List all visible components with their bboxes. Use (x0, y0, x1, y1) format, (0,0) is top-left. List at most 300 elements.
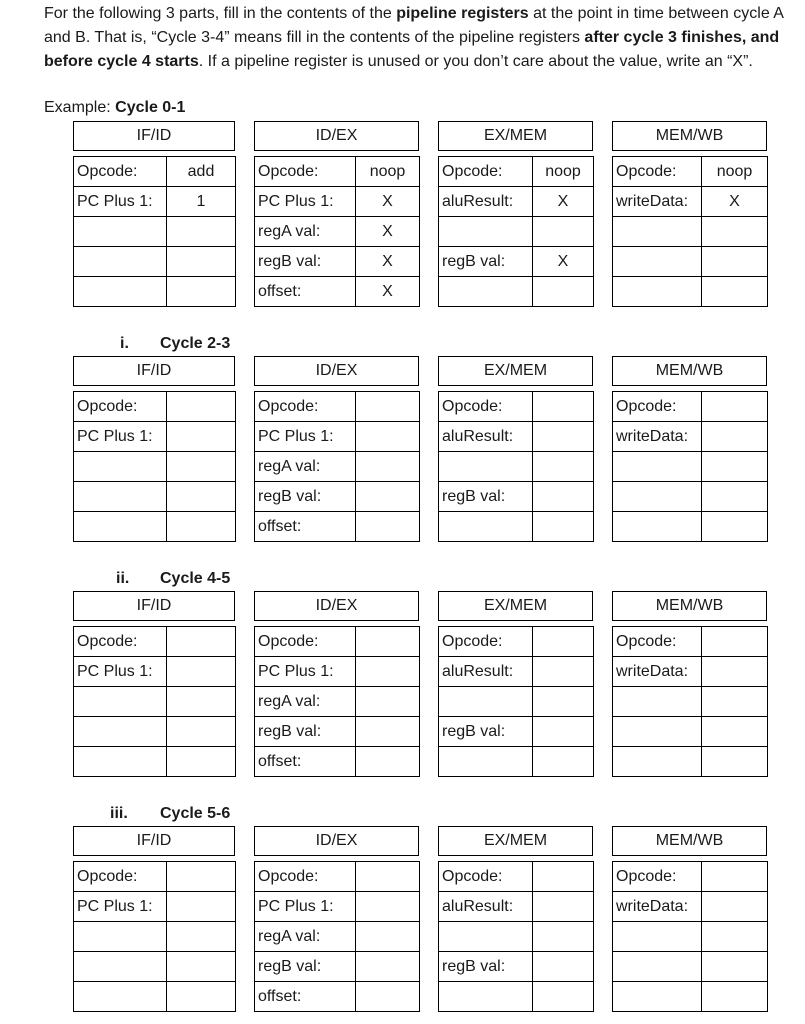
field-value[interactable] (356, 392, 420, 422)
field-label: Opcode: (439, 627, 533, 657)
field-row (613, 687, 768, 717)
field-row (74, 187, 236, 217)
field-value: X (356, 217, 420, 247)
field-label: aluResult: (439, 657, 533, 687)
field-label (613, 247, 702, 277)
field-label (613, 952, 702, 982)
field-value[interactable] (702, 627, 768, 657)
field-row (439, 952, 594, 982)
idex-title: ID/EX (254, 356, 419, 386)
field-row (74, 922, 236, 952)
field-row (74, 952, 236, 982)
idex-title: ID/EX (254, 121, 419, 151)
field-row (255, 717, 420, 747)
exmem-title: EX/MEM (438, 121, 593, 151)
field-row (613, 277, 768, 307)
ifid-title: IF/ID (73, 591, 235, 621)
part-iii-idex-register (254, 826, 419, 1005)
field-value[interactable] (533, 627, 594, 657)
field-label: Opcode: (613, 392, 702, 422)
field-row (74, 482, 236, 512)
field-value[interactable] (702, 892, 768, 922)
field-value: 1 (167, 187, 236, 217)
field-label: Opcode: (255, 862, 356, 892)
field-row (74, 982, 236, 1012)
idex-fields-table (254, 626, 420, 777)
field-label: regB val: (439, 717, 533, 747)
field-row (439, 627, 594, 657)
field-value[interactable] (702, 747, 768, 777)
field-value[interactable] (533, 452, 594, 482)
field-label (613, 482, 702, 512)
exmem-title: EX/MEM (438, 356, 593, 386)
field-label: PC Plus 1: (255, 657, 356, 687)
field-value: noop (533, 157, 594, 187)
field-row (439, 982, 594, 1012)
field-label (74, 217, 167, 247)
field-label: regB val: (255, 482, 356, 512)
field-label: Opcode: (439, 392, 533, 422)
exmem-fields-table (438, 626, 594, 777)
field-value[interactable] (533, 952, 594, 982)
field-row (74, 657, 236, 687)
field-value (167, 247, 236, 277)
field-value[interactable] (356, 922, 420, 952)
field-row (74, 892, 236, 922)
idex-fields-table (254, 391, 420, 542)
field-label (613, 217, 702, 247)
field-row (439, 747, 594, 777)
field-label: regA val: (255, 687, 356, 717)
memwb-fields-table (612, 156, 768, 307)
field-label: PC Plus 1: (74, 892, 167, 922)
ifid-fields-table (73, 391, 236, 542)
field-row (74, 512, 236, 542)
field-row (74, 717, 236, 747)
field-row (439, 687, 594, 717)
field-value[interactable] (702, 687, 768, 717)
field-value[interactable] (356, 952, 420, 982)
field-row (439, 862, 594, 892)
field-value[interactable] (702, 392, 768, 422)
part-cycle-label: Cycle 5-6 (160, 805, 231, 822)
field-label: writeData: (613, 892, 702, 922)
field-value (533, 277, 594, 307)
ifid-fields-table (73, 626, 236, 777)
field-label (613, 277, 702, 307)
field-label: PC Plus 1: (74, 187, 167, 217)
field-label: regB val: (439, 952, 533, 982)
ifid-fields-table (73, 861, 236, 1012)
field-label: Opcode: (255, 157, 356, 187)
field-label: offset: (255, 747, 356, 777)
field-label: Opcode: (255, 627, 356, 657)
field-label: regB val: (255, 952, 356, 982)
instructions-text: . If a pipeline register is unused or you don’t care about the value, write an “X”. (198, 53, 753, 70)
field-label: regA val: (255, 922, 356, 952)
field-value[interactable] (167, 512, 236, 542)
field-value[interactable] (533, 862, 594, 892)
ifid-title: IF/ID (73, 826, 235, 856)
field-row (255, 157, 420, 187)
exmem-fields-table (438, 391, 594, 542)
field-value: X (356, 247, 420, 277)
field-row (613, 187, 768, 217)
field-value[interactable] (167, 922, 236, 952)
field-value[interactable] (356, 512, 420, 542)
field-value[interactable] (702, 657, 768, 687)
field-row (255, 952, 420, 982)
field-row (255, 627, 420, 657)
field-row (613, 862, 768, 892)
field-value[interactable] (702, 862, 768, 892)
memwb-fields-table (612, 391, 768, 542)
field-value[interactable] (533, 982, 594, 1012)
field-label (613, 717, 702, 747)
field-label (613, 982, 702, 1012)
ifid-title: IF/ID (73, 356, 235, 386)
field-label (613, 747, 702, 777)
example-cycle-label: Cycle 0-1 (115, 99, 186, 116)
field-label (613, 512, 702, 542)
field-row (74, 247, 236, 277)
field-value[interactable] (356, 747, 420, 777)
field-row (255, 392, 420, 422)
field-label (439, 687, 533, 717)
field-value[interactable] (167, 747, 236, 777)
field-row (255, 512, 420, 542)
field-label: Opcode: (74, 627, 167, 657)
idex-fields-table (254, 861, 420, 1012)
field-row (74, 392, 236, 422)
field-row (255, 892, 420, 922)
field-label: Opcode: (74, 862, 167, 892)
field-value: add (167, 157, 236, 187)
field-row (74, 217, 236, 247)
field-row (74, 452, 236, 482)
field-value[interactable] (167, 422, 236, 452)
part-cycle-label: Cycle 4-5 (160, 570, 231, 587)
field-value (167, 217, 236, 247)
ifid-title: IF/ID (73, 121, 235, 151)
part-ii-memwb-register (612, 591, 767, 680)
field-row (439, 392, 594, 422)
field-label: PC Plus 1: (74, 422, 167, 452)
field-row (255, 657, 420, 687)
idex-fields-table (254, 156, 420, 307)
field-row (255, 217, 420, 247)
field-row (439, 892, 594, 922)
field-row (613, 747, 768, 777)
field-value[interactable] (167, 627, 236, 657)
field-label: writeData: (613, 187, 702, 217)
field-value[interactable] (356, 452, 420, 482)
field-value (702, 247, 768, 277)
field-value[interactable] (533, 687, 594, 717)
field-row (439, 512, 594, 542)
field-label (439, 452, 533, 482)
field-row (255, 187, 420, 217)
field-value[interactable] (356, 422, 420, 452)
field-value[interactable] (167, 657, 236, 687)
field-value[interactable] (533, 892, 594, 922)
field-label: regA val: (255, 217, 356, 247)
field-row (439, 922, 594, 952)
field-value[interactable] (167, 952, 236, 982)
field-row (613, 247, 768, 277)
field-value[interactable] (702, 717, 768, 747)
field-value (167, 277, 236, 307)
field-row (613, 922, 768, 952)
field-row (255, 422, 420, 452)
field-value[interactable] (356, 657, 420, 687)
part-number: ii. (116, 570, 130, 587)
field-value[interactable] (702, 422, 768, 452)
memwb-title: MEM/WB (612, 356, 767, 386)
field-label: regB val: (255, 247, 356, 277)
field-row (613, 482, 768, 512)
field-value (702, 277, 768, 307)
field-value[interactable] (356, 892, 420, 922)
instructions-emphasis: pipeline registers (396, 5, 529, 22)
field-value[interactable] (356, 482, 420, 512)
field-value[interactable] (533, 717, 594, 747)
field-value: X (356, 277, 420, 307)
field-row (613, 422, 768, 452)
memwb-fields-table (612, 626, 768, 777)
field-label (74, 922, 167, 952)
field-row (613, 717, 768, 747)
field-label (74, 952, 167, 982)
field-label: aluResult: (439, 892, 533, 922)
example-heading (44, 97, 185, 119)
exmem-title: EX/MEM (438, 826, 593, 856)
part-iii-ifid-register (73, 826, 235, 915)
field-row (255, 922, 420, 952)
field-row (255, 747, 420, 777)
field-value[interactable] (167, 482, 236, 512)
part-i-exmem-register (438, 356, 593, 505)
field-label (439, 747, 533, 777)
idex-title: ID/EX (254, 591, 419, 621)
field-label: Opcode: (439, 862, 533, 892)
example-memwb-register (612, 121, 767, 210)
instructions-text: For the following 3 parts, fill in the contents of the (44, 5, 397, 22)
part-ii-idex-register (254, 591, 419, 770)
field-row (255, 862, 420, 892)
field-label: aluResult: (439, 187, 533, 217)
field-row (439, 277, 594, 307)
field-row (613, 892, 768, 922)
field-label: offset: (255, 512, 356, 542)
field-row (613, 452, 768, 482)
field-label: regB val: (439, 247, 533, 277)
example-prefix: Example: (44, 99, 116, 116)
part-i-idex-register (254, 356, 419, 535)
field-label (74, 452, 167, 482)
part-iii-memwb-register (612, 826, 767, 915)
field-row (613, 392, 768, 422)
field-label (74, 277, 167, 307)
field-label (613, 452, 702, 482)
part-ii-exmem-register (438, 591, 593, 740)
memwb-title: MEM/WB (612, 826, 767, 856)
part-cycle-label: Cycle 2-3 (160, 335, 231, 352)
field-label (439, 277, 533, 307)
field-row (74, 157, 236, 187)
field-value[interactable] (356, 982, 420, 1012)
field-label: regA val: (255, 452, 356, 482)
exmem-fields-table (438, 861, 594, 1012)
field-value[interactable] (533, 482, 594, 512)
field-value[interactable] (167, 982, 236, 1012)
field-label: Opcode: (255, 392, 356, 422)
field-row (439, 157, 594, 187)
field-label: offset: (255, 277, 356, 307)
field-row (74, 687, 236, 717)
part-i-memwb-register (612, 356, 767, 445)
field-value[interactable] (702, 512, 768, 542)
field-row (439, 247, 594, 277)
field-label: PC Plus 1: (255, 187, 356, 217)
instructions-paragraph (44, 2, 794, 74)
field-value[interactable] (167, 452, 236, 482)
field-label: regB val: (439, 482, 533, 512)
field-label: Opcode: (74, 392, 167, 422)
field-value[interactable] (167, 687, 236, 717)
field-value[interactable] (702, 982, 768, 1012)
ifid-fields-table (73, 156, 236, 307)
field-value: X (702, 187, 768, 217)
example-exmem-register (438, 121, 593, 270)
part-number: iii. (110, 805, 128, 822)
field-value[interactable] (702, 922, 768, 952)
field-label: Opcode: (439, 157, 533, 187)
field-row (613, 217, 768, 247)
field-row (439, 217, 594, 247)
field-label (74, 247, 167, 277)
field-label: Opcode: (74, 157, 167, 187)
field-row (255, 452, 420, 482)
field-value[interactable] (356, 862, 420, 892)
exmem-title: EX/MEM (438, 591, 593, 621)
field-row (255, 482, 420, 512)
field-label: writeData: (613, 657, 702, 687)
field-label (439, 922, 533, 952)
field-label: Opcode: (613, 627, 702, 657)
field-value[interactable] (167, 392, 236, 422)
example-ifid-register (73, 121, 235, 210)
field-row (255, 247, 420, 277)
field-label: offset: (255, 982, 356, 1012)
field-value[interactable] (702, 482, 768, 512)
part-ii-ifid-register (73, 591, 235, 680)
memwb-title: MEM/WB (612, 591, 767, 621)
field-value: noop (356, 157, 420, 187)
field-value: X (356, 187, 420, 217)
field-label (613, 687, 702, 717)
field-label (439, 217, 533, 247)
field-value[interactable] (702, 452, 768, 482)
field-row (255, 687, 420, 717)
field-row (74, 747, 236, 777)
field-label (74, 512, 167, 542)
field-value[interactable] (167, 862, 236, 892)
field-value[interactable] (702, 952, 768, 982)
field-value: X (533, 247, 594, 277)
field-label: PC Plus 1: (255, 892, 356, 922)
field-label (439, 982, 533, 1012)
field-row (613, 627, 768, 657)
field-row (439, 422, 594, 452)
field-row (613, 512, 768, 542)
field-value: noop (702, 157, 768, 187)
instructions-emphasis: after cycle 3 finishes, and before cycle 4 starts (44, 29, 780, 70)
field-label (74, 747, 167, 777)
field-row (439, 657, 594, 687)
example-idex-register (254, 121, 419, 300)
field-row (613, 157, 768, 187)
field-label: Opcode: (613, 157, 702, 187)
field-value[interactable] (356, 627, 420, 657)
field-label: Opcode: (613, 862, 702, 892)
field-row (613, 952, 768, 982)
field-label (613, 922, 702, 952)
field-row (74, 277, 236, 307)
field-label (74, 482, 167, 512)
field-value[interactable] (533, 657, 594, 687)
idex-title: ID/EX (254, 826, 419, 856)
field-label: aluResult: (439, 422, 533, 452)
field-row (613, 657, 768, 687)
field-label: PC Plus 1: (255, 422, 356, 452)
field-label: PC Plus 1: (74, 657, 167, 687)
field-label (74, 982, 167, 1012)
field-row (74, 422, 236, 452)
field-row (74, 627, 236, 657)
field-row (439, 482, 594, 512)
field-row (613, 982, 768, 1012)
field-row (255, 982, 420, 1012)
memwb-title: MEM/WB (612, 121, 767, 151)
field-row (439, 187, 594, 217)
field-value[interactable] (533, 512, 594, 542)
field-value[interactable] (533, 422, 594, 452)
field-value[interactable] (533, 747, 594, 777)
field-label: writeData: (613, 422, 702, 452)
field-value[interactable] (356, 687, 420, 717)
field-value[interactable] (533, 922, 594, 952)
field-value[interactable] (356, 717, 420, 747)
field-value (533, 217, 594, 247)
instructions-text: at the point in time between cycle A and B. That is, “Cycle 3-4” means fill in the contents of the pipeline registers (44, 5, 784, 46)
field-value: X (533, 187, 594, 217)
field-label: regB val: (255, 717, 356, 747)
exmem-fields-table (438, 156, 594, 307)
memwb-fields-table (612, 861, 768, 1012)
field-label (74, 717, 167, 747)
field-row (255, 277, 420, 307)
field-value[interactable] (167, 892, 236, 922)
field-row (439, 452, 594, 482)
field-value[interactable] (167, 717, 236, 747)
field-row (74, 862, 236, 892)
field-label (439, 512, 533, 542)
field-row (439, 717, 594, 747)
field-value[interactable] (533, 392, 594, 422)
part-iii-exmem-register (438, 826, 593, 975)
field-value (702, 217, 768, 247)
